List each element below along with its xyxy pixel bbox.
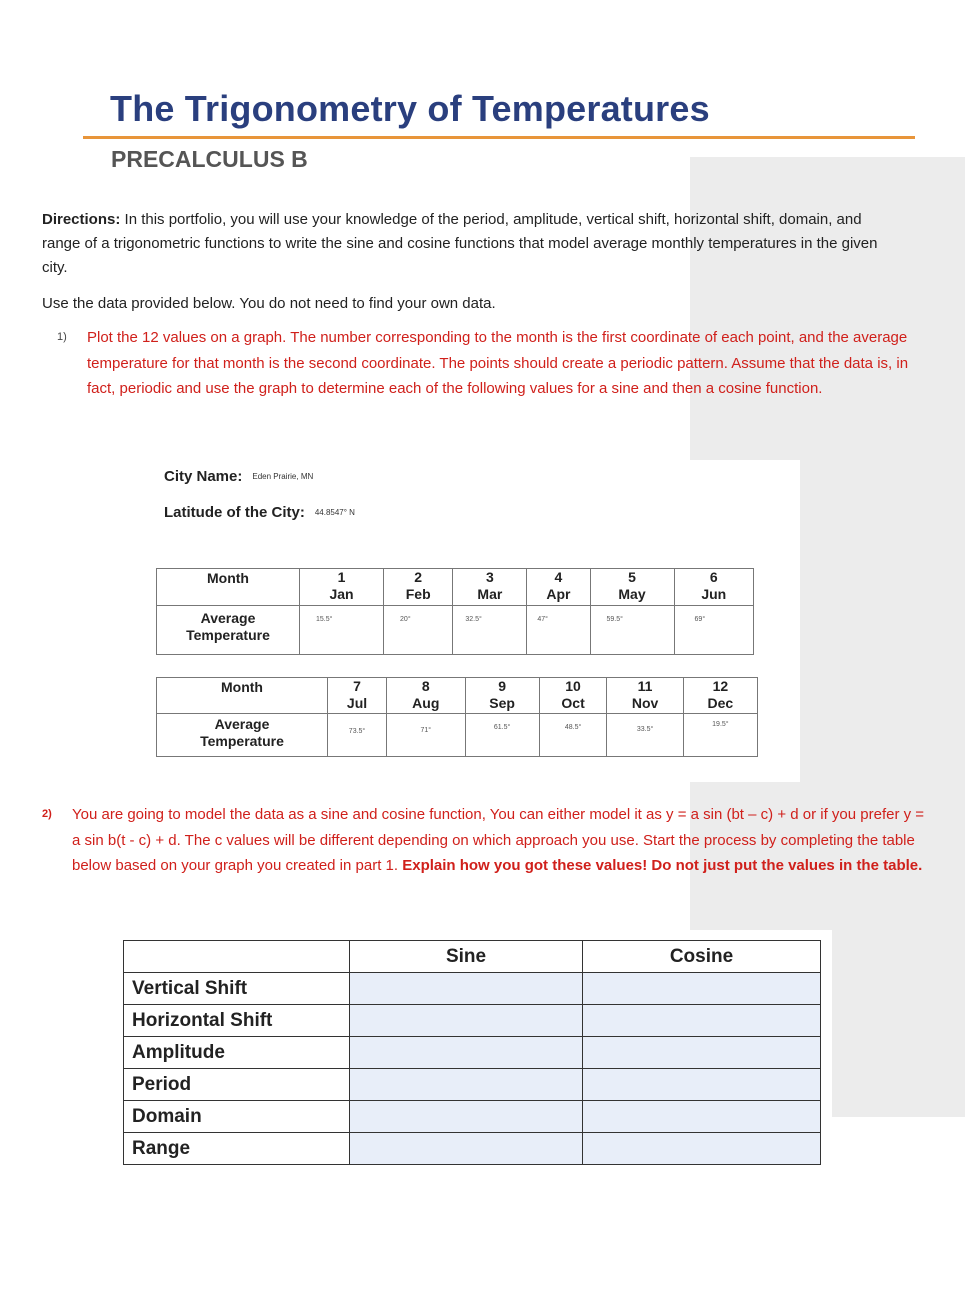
cosine-input-cell[interactable]	[583, 1133, 821, 1165]
month-abbr: Mar	[477, 586, 503, 602]
temperature-row	[157, 714, 758, 757]
model-table	[123, 940, 821, 1165]
temperature-table-1	[156, 568, 754, 655]
cosine-input-cell[interactable]	[583, 1069, 821, 1101]
month-cell	[607, 678, 683, 714]
month-number: 3	[485, 569, 494, 585]
city-name-value: Eden Prairie, MN	[252, 472, 314, 481]
month-cell	[465, 678, 539, 714]
temperature-cell: 71°	[387, 714, 465, 757]
model-row	[124, 973, 821, 1005]
sine-input-cell[interactable]	[350, 1005, 583, 1037]
month-abbr: May	[618, 586, 646, 602]
temperature-cell: 15.5°	[300, 606, 384, 655]
temperature-cell: 59.5°	[590, 606, 674, 655]
model-header-row	[124, 941, 821, 973]
directions-paragraph	[42, 208, 902, 280]
row-label: Horizontal Shift	[124, 1005, 350, 1037]
row-label: Vertical Shift	[124, 973, 350, 1005]
month-abbr: Jul	[346, 695, 368, 711]
month-label-cell	[157, 569, 300, 606]
month-cell	[674, 569, 753, 606]
month-abbr: Jan	[329, 586, 354, 602]
month-number: 6	[709, 569, 718, 585]
temperature-cell: 19.5°	[683, 714, 757, 757]
directions-text: In this portfolio, you will use your knowledge of the period, amplitude, vertical shift, horizontal shift, domain, and range of a trigonometric functions to write the sine and cosine functions that model average monthly temperatures in the given city.	[42, 211, 878, 276]
model-row	[124, 1037, 821, 1069]
cosine-input-cell[interactable]	[583, 973, 821, 1005]
month-abbr: Apr	[546, 586, 571, 602]
month-number: 9	[498, 678, 507, 694]
month-row	[157, 678, 758, 714]
month-cell	[683, 678, 757, 714]
month-number: 5	[628, 569, 636, 585]
sine-input-cell[interactable]	[350, 1133, 583, 1165]
temperature-cell: 61.5°	[465, 714, 539, 757]
month-label: Month	[207, 570, 249, 586]
month-label-cell	[157, 678, 328, 714]
temperature-label-line2: Temperature	[200, 733, 284, 749]
month-cell	[453, 569, 527, 606]
city-name-label: City Name:	[164, 468, 243, 485]
month-abbr: Aug	[412, 695, 440, 711]
month-cell	[527, 569, 590, 606]
temperature-label-line1: Average	[214, 716, 270, 732]
month-label: Month	[221, 679, 263, 695]
title-divider	[83, 136, 915, 139]
sine-input-cell[interactable]	[350, 973, 583, 1005]
model-row	[124, 1069, 821, 1101]
latitude-value: 44.8547° N	[314, 508, 355, 517]
sine-input-cell[interactable]	[350, 1069, 583, 1101]
month-cell	[590, 569, 674, 606]
sine-header: Sine	[350, 941, 583, 973]
model-row	[124, 1101, 821, 1133]
row-label: Period	[124, 1069, 350, 1101]
month-cell	[387, 678, 465, 714]
temperature-label-line2: Temperature	[186, 627, 270, 643]
month-abbr: Sep	[489, 695, 515, 711]
cosine-header: Cosine	[583, 941, 821, 973]
step-2-body: You are going to model the data as a sine and cosine function, You can either model it as y = a sin (bt – c) + d or if you prefer y = a sin b(t - c) + d. The c values will be different depending on which approach you use. Start the process by completing the table below based on your graph you created in part 1.	[72, 806, 925, 874]
month-cell	[384, 569, 453, 606]
sine-input-cell[interactable]	[350, 1037, 583, 1069]
row-label: Domain	[124, 1101, 350, 1133]
month-cell	[539, 678, 607, 714]
sine-input-cell[interactable]	[350, 1101, 583, 1133]
row-label: Range	[124, 1133, 350, 1165]
temperature-cell: 47°	[527, 606, 590, 655]
directions-label: Directions:	[42, 211, 121, 228]
cosine-input-cell[interactable]	[583, 1037, 821, 1069]
temperature-cell: 73.5°	[328, 714, 387, 757]
latitude-label: Latitude of the City:	[164, 504, 305, 521]
month-number: 4	[554, 569, 563, 585]
temperature-cell: 32.5°	[453, 606, 527, 655]
model-row	[124, 1133, 821, 1165]
month-row	[157, 569, 754, 606]
step-1-text: Plot the 12 values on a graph. The number corresponding to the month is the first coordinate of each point, and the average temperature for that month is the second coordinate. The points should create a periodic pattern. Assume that the data is, in fact, periodic and use the graph to determine each of the following values for a sine and then a cosine function.	[87, 329, 909, 397]
model-corner-cell	[124, 941, 350, 973]
cosine-input-cell[interactable]	[583, 1101, 821, 1133]
use-data-note: Use the data provided below. You do not need to find your own data.	[42, 295, 496, 312]
temperature-label-cell	[157, 606, 300, 655]
month-number: 1	[337, 569, 346, 585]
step-2-text	[72, 802, 930, 879]
month-abbr: Oct	[561, 695, 585, 711]
month-abbr: Feb	[405, 586, 431, 602]
temperature-label-cell	[157, 714, 328, 757]
step-1-number: 1)	[57, 331, 67, 343]
month-abbr: Jun	[701, 586, 727, 602]
page-subtitle: PRECALCULUS B	[111, 146, 308, 172]
temperature-cell: 48.5°	[539, 714, 607, 757]
month-number: 8	[421, 678, 430, 694]
latitude-row	[164, 504, 355, 521]
city-name-row	[164, 468, 313, 485]
page-title: The Trigonometry of Temperatures	[110, 88, 710, 129]
temperature-label-line1: Average	[200, 610, 256, 626]
month-cell	[328, 678, 387, 714]
temperature-cell: 33.5°	[607, 714, 683, 757]
temperature-row	[157, 606, 754, 655]
temperature-cell: 69°	[674, 606, 753, 655]
month-number: 7	[353, 678, 361, 694]
month-number: 11	[637, 678, 653, 694]
month-cell	[300, 569, 384, 606]
month-number: 10	[565, 678, 581, 694]
month-number: 12	[712, 678, 729, 694]
step-2-number: 2)	[42, 808, 52, 820]
month-abbr: Dec	[707, 695, 734, 711]
month-abbr: Nov	[631, 695, 659, 711]
temperature-cell: 20°	[384, 606, 453, 655]
step-2-bold: Explain how you got these values! Do not just put the values in the table.	[402, 857, 923, 874]
model-row	[124, 1005, 821, 1037]
cosine-input-cell[interactable]	[583, 1005, 821, 1037]
temperature-table-2	[156, 677, 758, 757]
month-number: 2	[414, 569, 423, 585]
row-label: Amplitude	[124, 1037, 350, 1069]
